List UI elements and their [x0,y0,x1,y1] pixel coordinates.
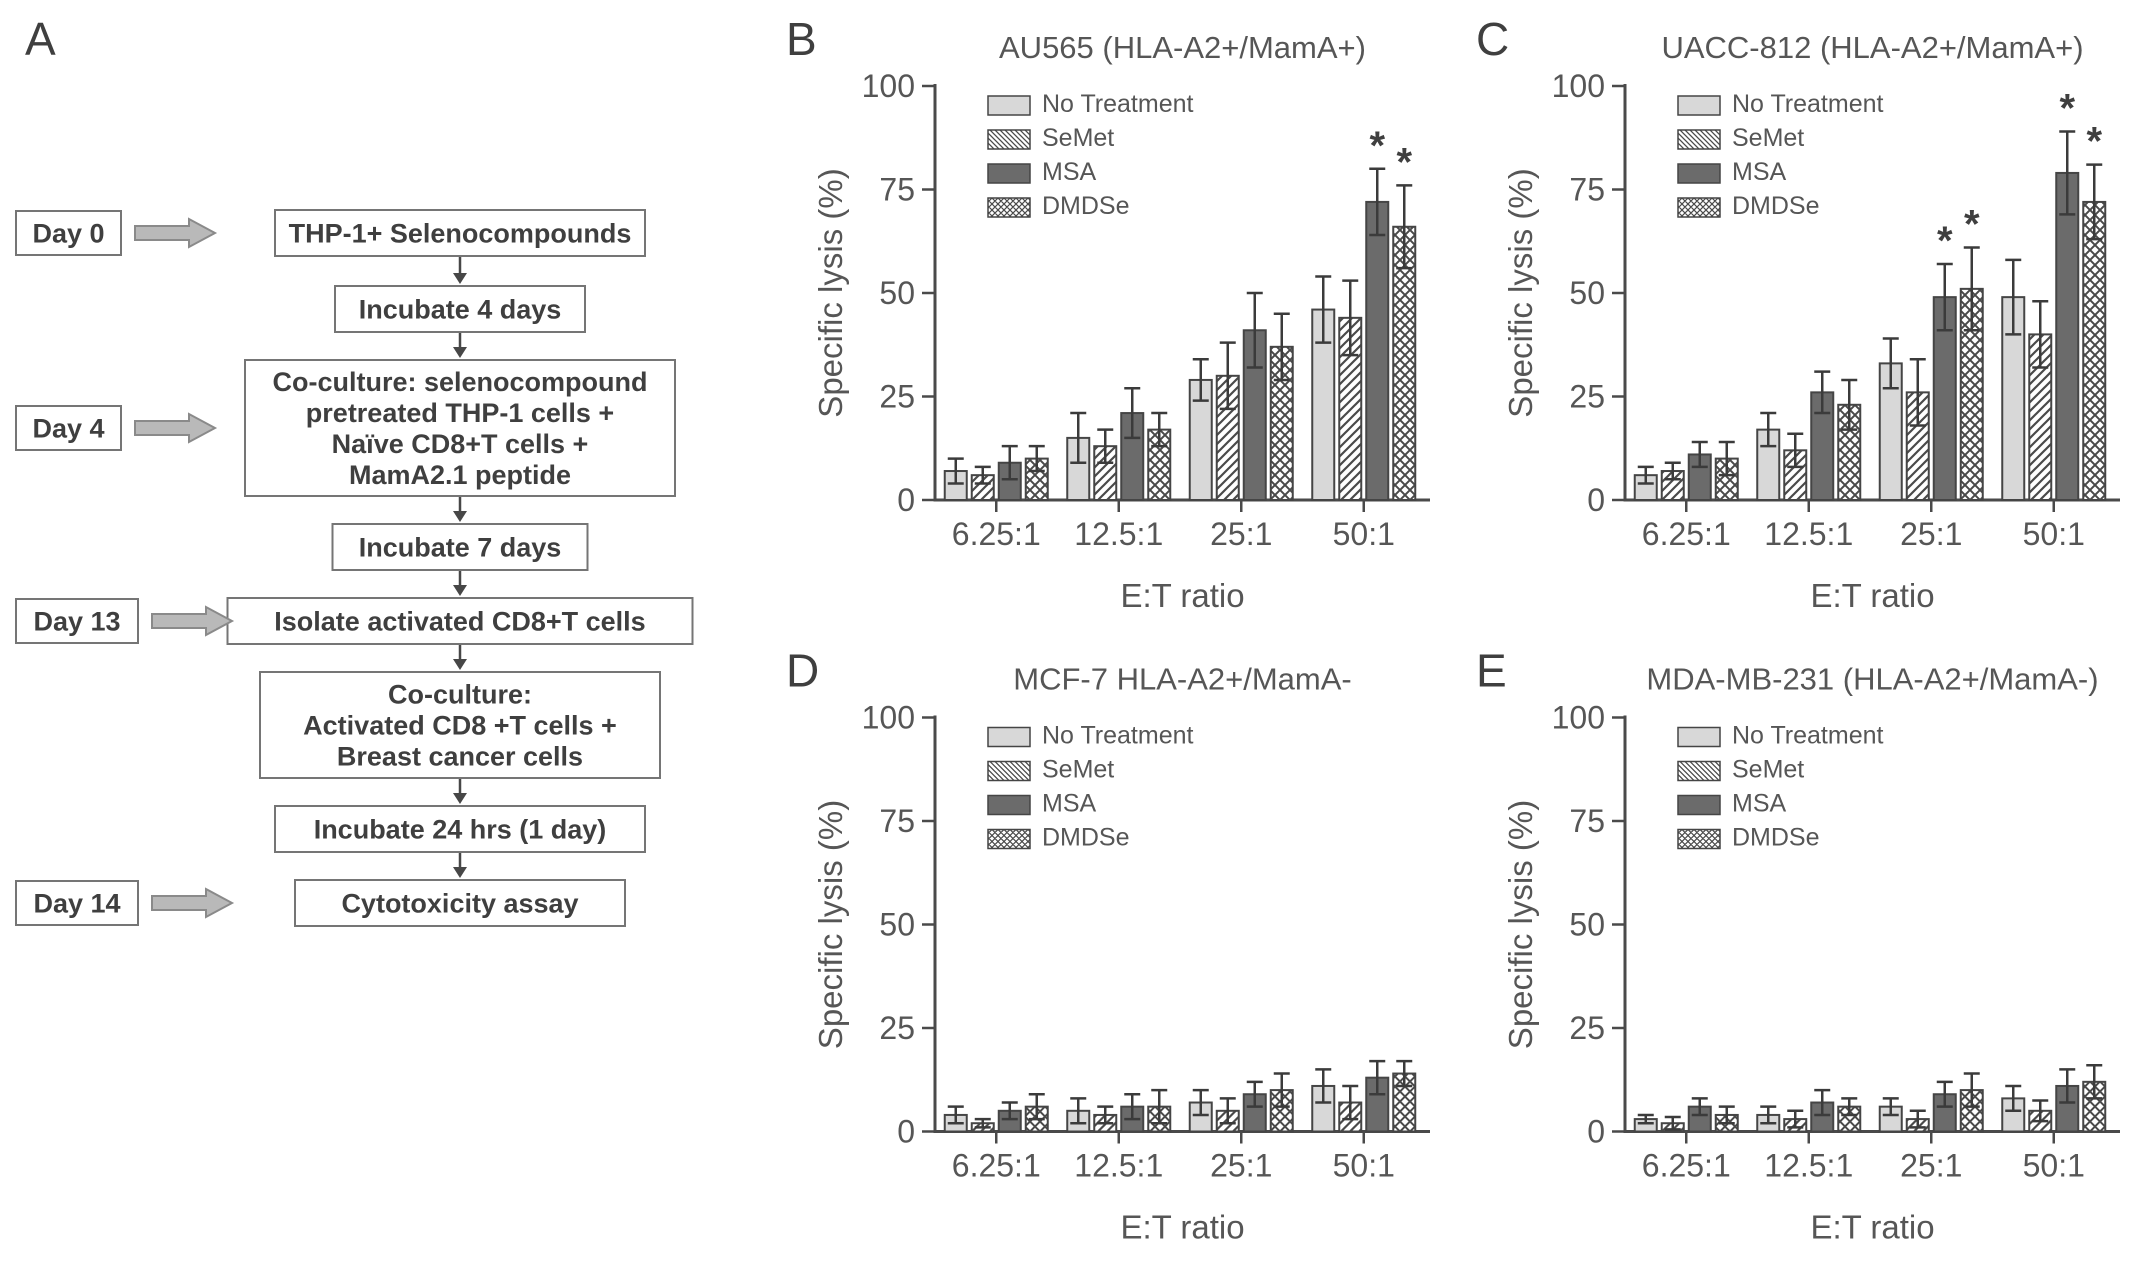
y-tick-label: 50 [1569,275,1605,311]
y-tick-label: 0 [897,1113,915,1150]
flowchart-svg [0,0,770,1263]
y-tick-label: 0 [1587,482,1605,518]
flow-box-label: Co-culture: selenocompound pretreated THP-1 cells + Naïve CD8+T cells + MamA2.1 peptide [272,367,648,490]
x-tick-label: 6.25:1 [1641,516,1731,552]
x-tick-label: 25:1 [1210,516,1273,552]
y-tick-label: 25 [1569,378,1605,415]
chart-svg-C [1460,0,2150,631]
block-arrow-icon [135,414,215,442]
legend-swatch [1678,796,1720,815]
sig-asterisk: * [1369,123,1386,168]
legend-swatch [988,164,1030,183]
legend-swatch [1678,164,1720,183]
x-tick-label: 12.5:1 [1764,516,1854,552]
chart-panel-D [770,631,1460,1263]
legend-label: No Treatment [1732,721,1884,750]
legend-label: SeMet [1042,124,1115,152]
x-tick-label: 50:1 [1332,516,1395,552]
y-axis-title: Specific lysis (%) [1502,799,1539,1050]
block-arrow-icon [152,607,232,635]
legend-swatch [1678,130,1720,149]
block-arrow-icon [135,219,215,247]
sig-asterisk: * [1936,219,1953,264]
legend-swatch [1678,762,1720,781]
chart-svg-D [770,631,1460,1263]
legend-swatch [988,830,1030,849]
legend-label: SeMet [1042,755,1115,784]
x-tick-label: 12.5:1 [1764,1147,1854,1184]
chart-title: MDA-MB-231 (HLA-A2+/MamA-) [1646,661,2099,697]
legend-label: DMDSe [1042,823,1130,852]
x-tick-label: 12.5:1 [1074,516,1164,552]
flow-arrowhead-icon [453,793,467,804]
x-tick-label: 50:1 [2022,516,2085,552]
legend-label: MSA [1732,789,1787,818]
legend-swatch [1678,830,1720,849]
y-tick-label: 25 [1569,1010,1605,1046]
day-box-label: Day 0 [32,218,105,249]
panel-letter: C [1476,13,1510,65]
y-tick-label: 25 [879,378,915,415]
x-tick-label: 50:1 [1332,1147,1395,1184]
flow-box-label: Co-culture: Activated CD8 +T cells + Breast cancer cells [303,679,617,772]
legend-label: SeMet [1732,124,1805,152]
legend-label: DMDSe [1732,823,1820,852]
flow-box-label: Isolate activated CD8+T cells [274,606,646,637]
legend-swatch [1678,198,1720,217]
legend-label: No Treatment [1042,721,1194,750]
legend-label: MSA [1042,789,1097,818]
flow-arrowhead-icon [453,585,467,596]
legend-label: MSA [1732,158,1787,186]
sig-asterisk: * [1963,202,1980,247]
x-tick-label: 12.5:1 [1074,1147,1164,1184]
x-tick-label: 6.25:1 [951,1147,1041,1184]
chart-title: AU565 (HLA-A2+/MamA+) [999,30,1366,65]
x-axis-title: E:T ratio [1120,577,1245,614]
y-tick-label: 50 [1569,906,1605,943]
flow-arrowhead-icon [453,273,467,284]
legend-label: DMDSe [1042,192,1130,220]
x-tick-label: 50:1 [2022,1147,2085,1184]
x-tick-label: 6.25:1 [1641,1147,1731,1184]
flow-arrowhead-icon [453,659,467,670]
flow-box-label: Incubate 24 hrs (1 day) [313,814,607,845]
legend-swatch [988,762,1030,781]
block-arrow-icon [152,889,232,917]
legend-swatch [1678,96,1720,115]
panel-letter: A [25,13,56,65]
y-axis-title: Specific lysis (%) [812,168,849,418]
x-tick-label: 25:1 [1210,1147,1273,1184]
chart-title: MCF-7 HLA-A2+/MamA- [1013,661,1352,697]
x-axis-title: E:T ratio [1810,1208,1935,1246]
legend [1678,722,1884,852]
bar-MSA-50:1 [1366,202,1388,500]
flow-arrowhead-icon [453,347,467,358]
panel-letter: E [1476,644,1507,697]
legend-swatch [1678,728,1720,747]
sig-asterisk: * [2059,86,2076,131]
legend-label: SeMet [1732,755,1805,784]
y-axis-title: Specific lysis (%) [1502,168,1539,418]
y-tick-label: 50 [879,906,915,943]
chart-svg-E [1460,631,2150,1263]
sig-asterisk: * [1396,140,1413,185]
legend-swatch [988,796,1030,815]
flow-arrowhead-icon [453,511,467,522]
day-box-label: Day 14 [33,888,121,919]
y-tick-label: 50 [879,275,915,311]
panel-letter: B [786,13,817,65]
flow-box-label: THP-1+ Selenocompounds [288,218,632,249]
x-axis-title: E:T ratio [1810,577,1935,614]
legend-label: MSA [1042,158,1097,186]
legend [1678,90,1884,220]
y-tick-label: 100 [1551,699,1605,736]
flow-box-label: Cytotoxicity assay [341,888,579,919]
chart-panel-E [1460,631,2150,1263]
y-tick-label: 100 [861,699,915,736]
legend [988,90,1194,220]
sig-asterisk: * [2086,119,2103,164]
x-tick-label: 6.25:1 [951,516,1041,552]
y-tick-label: 75 [879,171,915,208]
y-tick-label: 100 [1551,68,1605,104]
y-tick-label: 25 [879,1010,915,1046]
chart-svg-B [770,0,1460,631]
day-box-label: Day 13 [33,606,121,637]
y-tick-label: 75 [1569,171,1605,208]
flow-box-label: Incubate 4 days [358,294,562,325]
chart-title: UACC-812 (HLA-A2+/MamA+) [1661,30,2084,65]
y-axis-title: Specific lysis (%) [812,799,849,1050]
legend-label: DMDSe [1732,192,1820,220]
y-tick-label: 0 [1587,1113,1605,1150]
panel-flowchart [0,0,770,1263]
flow-box-label: Incubate 7 days [358,532,562,563]
charts-grid [770,0,2150,1263]
bar-DMDSe-50:1 [2083,202,2105,500]
y-tick-label: 0 [897,482,915,518]
flow-arrowhead-icon [453,867,467,878]
legend-label: No Treatment [1732,90,1884,118]
x-tick-label: 25:1 [1900,1147,1963,1184]
x-tick-label: 25:1 [1900,516,1963,552]
legend-swatch [988,130,1030,149]
y-tick-label: 75 [879,803,915,839]
y-tick-label: 100 [861,68,915,104]
x-axis-title: E:T ratio [1120,1208,1245,1246]
legend-label: No Treatment [1042,90,1194,118]
chart-panel-C [1460,0,2150,631]
panel-letter: D [786,644,820,697]
bar-MSA-50:1 [2056,173,2078,500]
legend [988,722,1194,852]
y-tick-label: 75 [1569,803,1605,839]
chart-panel-B [770,0,1460,631]
legend-swatch [988,728,1030,747]
legend-swatch [988,198,1030,217]
day-box-label: Day 4 [32,413,105,444]
legend-swatch [988,96,1030,115]
